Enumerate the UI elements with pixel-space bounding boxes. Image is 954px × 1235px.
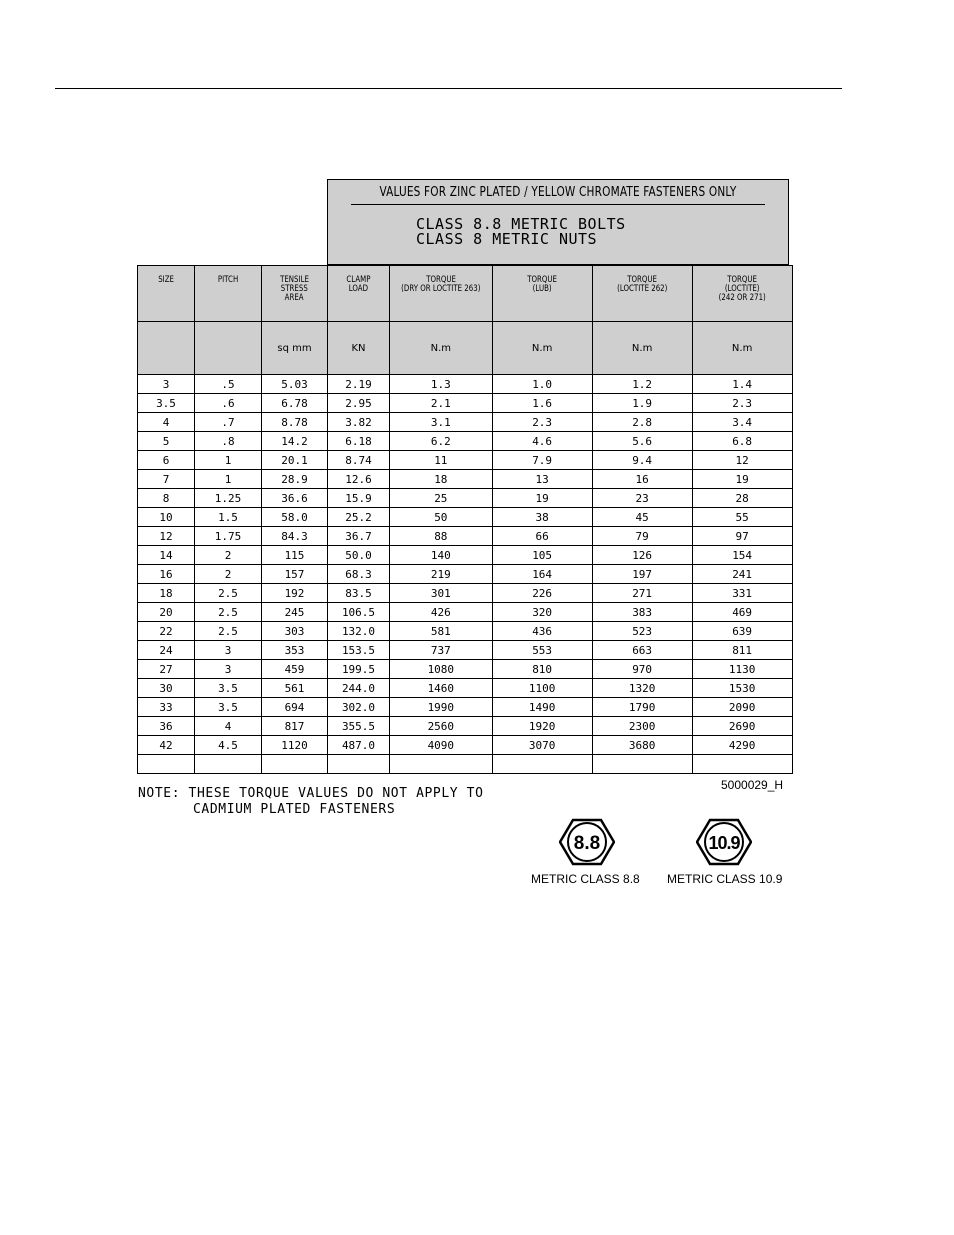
table-cell: 1920	[492, 717, 592, 736]
table-cell: .5	[195, 375, 262, 394]
column-header-line: (242 OR 271)	[718, 293, 766, 303]
table-cell: 97	[692, 527, 792, 546]
table-row	[138, 375, 793, 394]
table-row	[138, 508, 793, 527]
table-cell: 132.0	[328, 622, 390, 641]
column-header-line: (DRY OR LOCTITE 263)	[401, 284, 481, 294]
table-cell: 6.2	[390, 432, 493, 451]
table-cell: 4	[195, 717, 262, 736]
table-cell: 1.0	[492, 375, 592, 394]
table-cell: 1460	[390, 679, 493, 698]
table-cell: 581	[390, 622, 493, 641]
table-cell: 50.0	[328, 546, 390, 565]
table-cell: 10	[138, 508, 195, 527]
table-cell: 7.9	[492, 451, 592, 470]
table-cell: 19	[492, 489, 592, 508]
unit-row	[138, 322, 793, 375]
table-cell: 4	[138, 413, 195, 432]
table-cell: 27	[138, 660, 195, 679]
table-cell: 22	[138, 622, 195, 641]
table-row	[138, 622, 793, 641]
class-8-8-mark: 8.8	[573, 833, 601, 854]
table-row	[138, 584, 793, 603]
empty-cell	[195, 755, 262, 774]
column-header-line: TORQUE	[425, 275, 456, 285]
table-cell: 8.74	[328, 451, 390, 470]
table-cell: 18	[390, 470, 493, 489]
table-cell: 219	[390, 565, 493, 584]
unit-cell	[195, 322, 262, 375]
table-cell: 561	[262, 679, 328, 698]
table-cell: 28.9	[262, 470, 328, 489]
table-cell: 817	[262, 717, 328, 736]
table-cell: 14.2	[262, 432, 328, 451]
column-header-line: AREA	[285, 293, 304, 303]
table-cell: 84.3	[262, 527, 328, 546]
table-cell: 20.1	[262, 451, 328, 470]
table-cell: 7	[138, 470, 195, 489]
table-cell: 20	[138, 603, 195, 622]
column-header-line: (LOCTITE)	[724, 284, 760, 294]
column-header	[138, 266, 195, 322]
table-cell: 2	[195, 565, 262, 584]
table-cell: 18	[138, 584, 195, 603]
column-header-line: SIZE	[158, 275, 174, 285]
table-cell: 42	[138, 736, 195, 755]
table-row	[138, 489, 793, 508]
table-cell: 11	[390, 451, 493, 470]
table-cell: 19	[692, 470, 792, 489]
table-cell: 164	[492, 565, 592, 584]
column-header-line: STRESS	[281, 284, 308, 294]
empty-cell	[692, 755, 792, 774]
table-cell: 5.6	[592, 432, 692, 451]
class-10-9-mark: 10.9	[708, 833, 740, 853]
table-cell: 459	[262, 660, 328, 679]
table-cell: 3.5	[195, 698, 262, 717]
table-row	[138, 717, 793, 736]
table-row	[138, 451, 793, 470]
empty-cell	[138, 755, 195, 774]
table-cell: 6	[138, 451, 195, 470]
table-row	[138, 432, 793, 451]
table-cell: 88	[390, 527, 493, 546]
table-cell: .6	[195, 394, 262, 413]
table-cell: 1.6	[492, 394, 592, 413]
table-cell: 2690	[692, 717, 792, 736]
table-cell: 36	[138, 717, 195, 736]
table-cell: 5.03	[262, 375, 328, 394]
table-cell: 1790	[592, 698, 692, 717]
table-cell: 3.4	[692, 413, 792, 432]
table-cell: 2.3	[692, 394, 792, 413]
table-row	[138, 698, 793, 717]
unit-cell: KN	[328, 322, 390, 375]
table-cell: 25	[390, 489, 493, 508]
table-cell: 1100	[492, 679, 592, 698]
table-cell: 126	[592, 546, 692, 565]
table-cell: 2.3	[492, 413, 592, 432]
column-header-line: LOAD	[348, 284, 369, 294]
table-cell: 30	[138, 679, 195, 698]
table-cell: 68.3	[328, 565, 390, 584]
table-cell: 36.7	[328, 527, 390, 546]
column-header-line: (LUB)	[532, 284, 552, 294]
table-cell: 5	[138, 432, 195, 451]
class-lines	[328, 205, 788, 247]
table-cell: 1130	[692, 660, 792, 679]
class-8-8-label: METRIC CLASS 8.8	[531, 872, 640, 886]
column-header-line: TORQUE	[527, 275, 558, 285]
table-cell: 4.6	[492, 432, 592, 451]
table-cell: 1.2	[592, 375, 692, 394]
table-cell: 2560	[390, 717, 493, 736]
table-row	[138, 603, 793, 622]
table-cell: 9.4	[592, 451, 692, 470]
table-cell: 1.4	[692, 375, 792, 394]
figure-id: 5000029_H	[721, 778, 784, 792]
table-cell: 353	[262, 641, 328, 660]
table-cell: 301	[390, 584, 493, 603]
table-cell: 3	[195, 660, 262, 679]
table-cell: 15.9	[328, 489, 390, 508]
table-cell: 226	[492, 584, 592, 603]
column-header	[390, 266, 493, 322]
table-cell: 4290	[692, 736, 792, 755]
table-cell: 320	[492, 603, 592, 622]
table-cell: 38	[492, 508, 592, 527]
table-cell: 1	[195, 470, 262, 489]
table-cell: 140	[390, 546, 493, 565]
table-cell: 115	[262, 546, 328, 565]
table-cell: 355.5	[328, 717, 390, 736]
unit-cell: N.m	[390, 322, 493, 375]
table-cell: 271	[592, 584, 692, 603]
table-cell: 12.6	[328, 470, 390, 489]
page-top-rule	[55, 88, 842, 89]
note-line-2: CADMIUM PLATED FASTENERS	[193, 802, 396, 817]
table-cell: 106.5	[328, 603, 390, 622]
table-row	[138, 413, 793, 432]
table-cell: 2.95	[328, 394, 390, 413]
table-cell: 8.78	[262, 413, 328, 432]
table-row	[138, 527, 793, 546]
table-row	[138, 565, 793, 584]
empty-cell	[492, 755, 592, 774]
table-cell: 1.5	[195, 508, 262, 527]
table-cell: 2.1	[390, 394, 493, 413]
table-cell: .7	[195, 413, 262, 432]
table-cell: 66	[492, 527, 592, 546]
table-cell: 105	[492, 546, 592, 565]
table-cell: 241	[692, 565, 792, 584]
table-cell: 2300	[592, 717, 692, 736]
table-cell: 157	[262, 565, 328, 584]
table-row	[138, 736, 793, 755]
table-cell: 45	[592, 508, 692, 527]
column-header-line: TORQUE	[727, 275, 758, 285]
table-cell: 16	[138, 565, 195, 584]
table-cell: 811	[692, 641, 792, 660]
table-cell: 302.0	[328, 698, 390, 717]
table-cell: 3.5	[138, 394, 195, 413]
table-cell: 1490	[492, 698, 592, 717]
empty-cell	[390, 755, 493, 774]
table-cell: 2	[195, 546, 262, 565]
table-cell: 58.0	[262, 508, 328, 527]
column-header-line: CLAMP	[346, 275, 371, 285]
table-cell: 16	[592, 470, 692, 489]
table-cell: 694	[262, 698, 328, 717]
table-cell: 2090	[692, 698, 792, 717]
table-cell: 331	[692, 584, 792, 603]
table-cell: 1530	[692, 679, 792, 698]
column-header	[492, 266, 592, 322]
empty-cell	[328, 755, 390, 774]
table-cell: 83.5	[328, 584, 390, 603]
table-cell: 197	[592, 565, 692, 584]
table-cell: 13	[492, 470, 592, 489]
table-row	[138, 679, 793, 698]
table-cell: 4090	[390, 736, 493, 755]
table-cell: 244.0	[328, 679, 390, 698]
unit-cell: N.m	[692, 322, 792, 375]
column-header	[692, 266, 792, 322]
note-line-1: NOTE: THESE TORQUE VALUES DO NOT APPLY TO	[138, 786, 484, 801]
table-cell: 8	[138, 489, 195, 508]
table-header-box	[327, 179, 789, 265]
table-cell: 28	[692, 489, 792, 508]
table-cell: 24	[138, 641, 195, 660]
torque-table	[137, 265, 793, 774]
table-cell: 1.25	[195, 489, 262, 508]
table-cell: 970	[592, 660, 692, 679]
cadmium-note	[138, 786, 484, 818]
table-row	[138, 660, 793, 679]
table-cell: 199.5	[328, 660, 390, 679]
table-cell: 192	[262, 584, 328, 603]
table-cell: 6.18	[328, 432, 390, 451]
empty-cell	[262, 755, 328, 774]
table-cell: 1990	[390, 698, 493, 717]
table-cell: 3	[195, 641, 262, 660]
table-cell: 737	[390, 641, 493, 660]
unit-cell: sq mm	[262, 322, 328, 375]
unit-cell: N.m	[492, 322, 592, 375]
table-cell: 1.75	[195, 527, 262, 546]
table-cell: 2.5	[195, 584, 262, 603]
table-cell: 523	[592, 622, 692, 641]
table-row	[138, 394, 793, 413]
column-header	[328, 266, 390, 322]
table-cell: 1080	[390, 660, 493, 679]
blank-row	[138, 755, 793, 774]
table-cell: 25.2	[328, 508, 390, 527]
table-cell: 2.5	[195, 603, 262, 622]
table-cell: 14	[138, 546, 195, 565]
table-cell: 3.82	[328, 413, 390, 432]
table-cell: 23	[592, 489, 692, 508]
table-cell: 245	[262, 603, 328, 622]
table-cell: 154	[692, 546, 792, 565]
fastener-banner: VALUES FOR ZINC PLATED / YELLOW CHROMATE FASTENERS ONLY	[351, 180, 765, 205]
column-header	[592, 266, 692, 322]
table-row	[138, 641, 793, 660]
table-cell: 2.19	[328, 375, 390, 394]
table-cell: 4.5	[195, 736, 262, 755]
column-header-row	[138, 266, 793, 322]
table-cell: 469	[692, 603, 792, 622]
table-cell: 33	[138, 698, 195, 717]
table-cell: 153.5	[328, 641, 390, 660]
table-cell: 3.5	[195, 679, 262, 698]
table-cell: 383	[592, 603, 692, 622]
nut-class-line: CLASS 8 METRIC NUTS	[416, 230, 598, 248]
column-header-line: (LOCTITE 262)	[616, 284, 668, 294]
bolt-class-line: CLASS 8.8 METRIC BOLTS	[416, 215, 626, 233]
table-cell: 3070	[492, 736, 592, 755]
table-cell: 6.8	[692, 432, 792, 451]
class-10-9-label: METRIC CLASS 10.9	[667, 872, 783, 886]
table-cell: 436	[492, 622, 592, 641]
empty-cell	[592, 755, 692, 774]
column-header-line: TORQUE	[627, 275, 658, 285]
table-cell: 1	[195, 451, 262, 470]
table-cell: 663	[592, 641, 692, 660]
table-cell: 426	[390, 603, 493, 622]
table-cell: 50	[390, 508, 493, 527]
table-cell: 1320	[592, 679, 692, 698]
table-cell: 810	[492, 660, 592, 679]
table-cell: 55	[692, 508, 792, 527]
table-row	[138, 470, 793, 489]
table-cell: 1120	[262, 736, 328, 755]
table-cell: 12	[138, 527, 195, 546]
class-8-8-head-icon	[559, 818, 615, 866]
table-cell: 79	[592, 527, 692, 546]
table-cell: 553	[492, 641, 592, 660]
column-header	[195, 266, 262, 322]
table-cell: 303	[262, 622, 328, 641]
column-header-line: TENSILE	[280, 275, 309, 285]
table-cell: 3	[138, 375, 195, 394]
table-row	[138, 546, 793, 565]
table-cell: 12	[692, 451, 792, 470]
table-cell: 6.78	[262, 394, 328, 413]
table-cell: 2.5	[195, 622, 262, 641]
table-cell: 487.0	[328, 736, 390, 755]
unit-cell	[138, 322, 195, 375]
table-cell: 639	[692, 622, 792, 641]
table-cell: 3680	[592, 736, 692, 755]
table-cell: 1.3	[390, 375, 493, 394]
table-cell: 2.8	[592, 413, 692, 432]
table-cell: 3.1	[390, 413, 493, 432]
table-cell: 36.6	[262, 489, 328, 508]
table-cell: .8	[195, 432, 262, 451]
table-cell: 1.9	[592, 394, 692, 413]
unit-cell: N.m	[592, 322, 692, 375]
column-header-line: PITCH	[217, 275, 239, 285]
column-header	[262, 266, 328, 322]
class-10-9-head-icon	[696, 818, 752, 866]
